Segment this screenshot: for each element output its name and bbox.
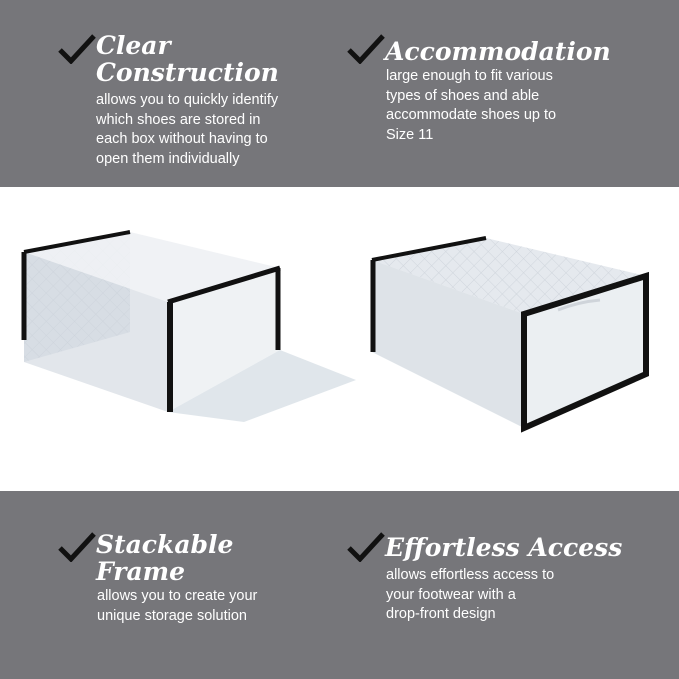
feature-description: allows you to quickly identify which shoes are stored in each box without having to open them individually [96,92,279,167]
shoe-box-open-image [18,222,360,422]
checkmark-icon [58,532,96,562]
shoe-box-closed-image [368,230,653,435]
checkmark-icon [58,34,96,64]
feature-title: Stackable Frame [96,530,234,586]
feature-title: Clear Construction [96,31,279,87]
checkmark-icon [347,34,385,64]
feature-title: Effortless Access [385,533,623,562]
feature-title: Accommodation [385,37,611,66]
feature-description: allows effortless access to your footwear with a drop-front design [386,567,555,622]
feature-description: large enough to fit various types of shoes and able accommodate shoes up to Size 11 [386,68,557,143]
checkmark-icon [347,532,385,562]
feature-description: allows you to create your unique storage solution [97,588,258,624]
